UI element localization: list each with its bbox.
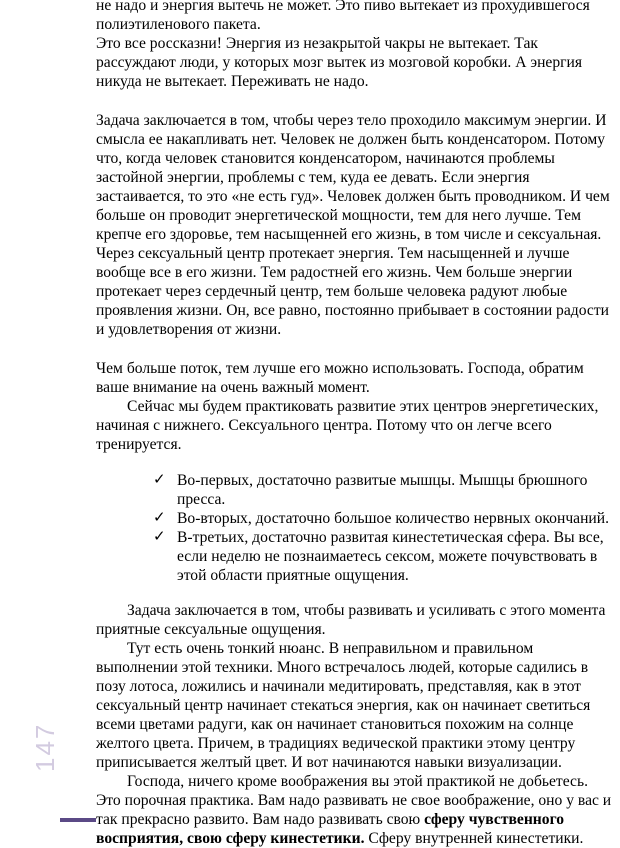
list-item-text: Во-первых, достаточно развитые мышцы. Мышцы брюшного пресса. xyxy=(177,472,588,508)
list-item xyxy=(153,528,616,585)
list-item xyxy=(153,509,616,528)
paragraph: не надо и энергия вытечь не может. Это пиво вытекает из прохудившегося полиэтиленового пакета. xyxy=(96,0,590,33)
paragraph: Сейчас мы будем практиковать развитие этих центров энергетических, начиная с нижнего. Сексуального центра. Потому что он легче всего тренируется. xyxy=(96,398,599,453)
paragraph: Это все россказни! Энергия из незакрытой чакры не вытекает. Так рассуждают люди, у которых мозг вытек из мозговой коробки. А энергия никуда не вытекает. Переживать не надо. xyxy=(96,35,583,90)
check-icon: ✓ xyxy=(153,472,166,488)
emphasis-text: сферу чувственного восприятия, свою сферу кинестетики. xyxy=(96,811,565,847)
paragraph xyxy=(96,772,616,848)
check-icon: ✓ xyxy=(153,529,166,545)
paragraph: Задача заключается в том, чтобы через тело проходило максимум энергии. И смысла ее накапливать нет. Человек не должен быть конденсатором. Потому что, когда человек становится конденсатором, начинаются проблемы застойной энергии, проблемы с тем, куда ее девать. Если энергия застаивается, то это «не есть гуд». Человек должен быть проводником. И чем больше он проводит энергетической мощности, тем для него лучше. Тем крепче его здоровье, тем насыщенней его жизнь, в том числе и сексуальная. Через сексуальный центр протекает энергия. Тем насыщенней и лучше вообще все в его жизни. Тем радостней его жизнь. Чем больше энергии протекает через сердечный центр, тем больше человека радуют любые проявления жизни. Он, все равно, постоянно прибывает в состоянии радости и удовлетворения от жизни. xyxy=(96,112,610,338)
paragraph-text: Господа, ничего кроме воображения вы этой практикой не добьетесь. Это порочная практика. Вам надо развивать не свое воображение, оно у вас и так прекрасно развито. Вам надо развивать свою xyxy=(96,773,612,828)
check-icon: ✓ xyxy=(153,510,166,526)
page-number: 147 xyxy=(30,722,60,772)
bullet-list xyxy=(96,471,616,585)
list-item-text: Во-вторых, достаточно большое количество нервных окончаний. xyxy=(177,510,610,527)
paragraph: Тут есть очень тонкий нюанс. В неправильном и правильном выполнении этой техники. Много встречалось людей, которые садились в позу лотоса, ложились и начинали медитировать, представляя, как в этот сексуальный центр начинает стекаться энергия, как он начинает светиться всеми цветами радуги, как он начинает становиться похожим на солнце желтого цвета. Причем, в традициях ведической практики этому центру приписывается желтый цвет. И вот начинаются навыки визуализации. xyxy=(96,640,591,771)
footer-bar xyxy=(60,818,96,822)
list-item-text: В-третьих, достаточно развитая кинестетическая сфера. Вы все, если неделю не познаимаетесь сексом, можете почувствовать в этой области приятные ощущения. xyxy=(177,529,604,584)
paragraph-text: Сферу внутренней кинестетики. xyxy=(364,830,584,847)
page-body xyxy=(96,0,616,848)
list-item xyxy=(153,471,616,509)
paragraph: Задача заключается в том, чтобы развивать и усиливать с этого момента приятные сексуальные ощущения. xyxy=(96,602,606,638)
paragraph: Чем больше поток, тем лучше его можно использовать. Господа, обратим ваше внимание на очень важный момент. xyxy=(96,360,584,396)
